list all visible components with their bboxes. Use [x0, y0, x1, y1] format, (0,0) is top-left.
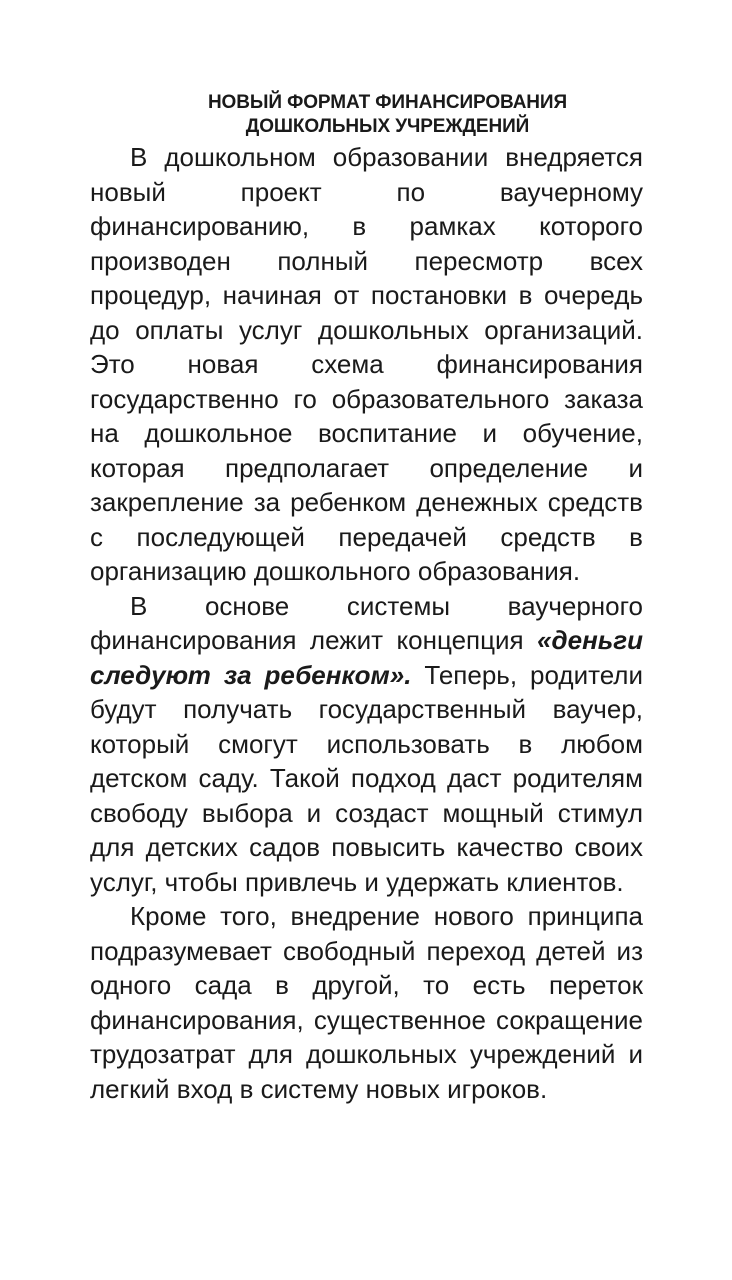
- paragraph-2-start: В основе системы ваучерного финансирования лежит концепция: [90, 590, 643, 655]
- paragraph-2: [90, 589, 643, 900]
- paragraph-2-emphasis: «деньги следуют за ребенком».: [90, 625, 643, 690]
- title-line-2: ДОШКОЛЬНЫХ УЧРЕЖДЕНИЙ: [245, 116, 530, 137]
- title-line-1: НОВЫЙ ФОРМАТ ФИНАНСИРОВАНИЯ: [207, 92, 568, 113]
- document-body: [90, 140, 643, 1106]
- paragraph-3: Кроме того, внедрение нового принципа подразумевает свободный переход детей из одного сада в другой, то есть переток финансирования, существенное сокращение трудозатрат для дошкольных учреждений и легкий вход в систему новых игроков.: [90, 901, 643, 1104]
- paragraph-2-end: Теперь, родители будут получать государственный ваучер, который смогут использовать в любом детском саду. Такой подход даст родителям свободу выбора и создаст мощный стимул для детских садов повысить качество своих услуг, чтобы привлечь и удержать клиентов.: [90, 659, 643, 897]
- paragraph-1: В дошкольном образовании внедряется новый проект по ваучерному финансированию, в рамках которого производен полный пересмотр всех процедур, начиная от постановки в очередь до оплаты услуг дошкольных организаций. Это новая схема финансирования государственно го образовательного заказа на дошкольное воспитание и обучение, которая предполагает определение и закрепление за ребенком денежных средств с последующей передачей средств в организацию дошкольного образования.: [90, 142, 643, 586]
- document-title: [90, 91, 685, 139]
